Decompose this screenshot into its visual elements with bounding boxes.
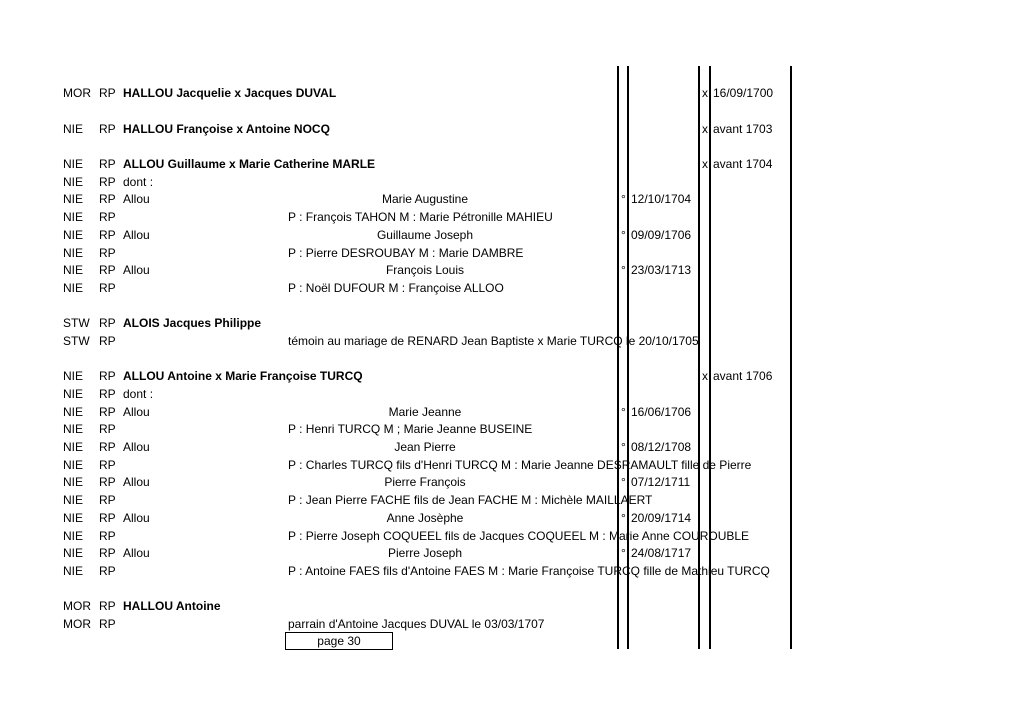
birth-date: 09/09/1706 [631, 228, 692, 242]
record-rp: RP [99, 316, 116, 330]
birth-date: 20/09/1714 [631, 511, 692, 525]
birth-mark: ° [621, 546, 626, 560]
record-detail: parrain d'Antoine Jacques DUVAL le 03/03/1707 [288, 617, 545, 631]
birth-date: 08/12/1708 [631, 440, 692, 454]
page-number: page 30 [317, 634, 361, 648]
record-rp: RP [99, 122, 116, 136]
record-row [0, 438, 1024, 456]
record-detail: Pierre François [384, 475, 466, 489]
birth-mark: ° [621, 405, 626, 419]
record-rp: RP [99, 175, 116, 189]
record-detail: P : Noël DUFOUR M : Françoise ALLOO [288, 281, 504, 295]
record-name: Allou [123, 546, 150, 560]
record-rp: RP [99, 86, 116, 100]
record-detail: Pierre Joseph [387, 546, 463, 560]
record-row [0, 385, 1024, 403]
record-rp: RP [99, 246, 116, 260]
birth-date: 07/12/1711 [631, 475, 691, 489]
marriage-date: avant 1704 [713, 157, 773, 171]
record-rp: RP [99, 422, 116, 436]
record-row [0, 244, 1024, 262]
record-rp: RP [99, 263, 116, 277]
record-code: NIE [63, 246, 84, 260]
record-code: NIE [63, 475, 84, 489]
record-rp: RP [99, 334, 116, 348]
record-code: NIE [63, 281, 84, 295]
record-rp: RP [99, 440, 116, 454]
record-code: NIE [63, 175, 84, 189]
birth-date: 16/06/1706 [631, 405, 692, 419]
record-row [0, 473, 1024, 491]
record-rp: RP [99, 281, 116, 295]
record-row [0, 367, 1024, 385]
record-row [0, 226, 1024, 244]
marriage-mark: x [702, 86, 708, 100]
record-rp: RP [99, 564, 116, 578]
record-rp: RP [99, 617, 116, 631]
record-rp: RP [99, 511, 116, 525]
birth-date: 12/10/1704 [631, 192, 692, 206]
record-name: Allou [123, 475, 150, 489]
record-code: NIE [63, 387, 84, 401]
record-detail: P : Henri TURCQ M ; Marie Jeanne BUSEINE [288, 422, 533, 436]
record-detail: P : Pierre DESROUBAY M : Marie DAMBRE [288, 246, 524, 260]
record-code: NIE [63, 157, 84, 171]
record-row [0, 332, 1024, 350]
record-row [0, 403, 1024, 421]
marriage-mark: x [702, 157, 708, 171]
marriage-date: 16/09/1700 [713, 86, 774, 100]
record-detail: P : Antoine FAES fils d'Antoine FAES M : Marie Françoise TURCQ fille de Mathieu TURCQ [288, 564, 770, 578]
record-row [0, 491, 1024, 509]
birth-date: 23/03/1713 [631, 263, 692, 277]
record-name: dont : [123, 175, 154, 189]
record-code: NIE [63, 458, 84, 472]
record-code: NIE [63, 210, 84, 224]
record-row [0, 120, 1024, 138]
record-row [0, 615, 1024, 633]
record-row [0, 597, 1024, 615]
record-rp: RP [99, 405, 116, 419]
record-code: NIE [63, 369, 84, 383]
record-code: MOR [63, 617, 91, 631]
record-heading: ALLOU Guillaume x Marie Catherine MARLE [123, 157, 376, 171]
record-row [0, 420, 1024, 438]
record-code: NIE [63, 192, 84, 206]
record-row [0, 509, 1024, 527]
record-code: NIE [63, 511, 84, 525]
birth-mark: ° [621, 228, 626, 242]
record-detail: Jean Pierre [394, 440, 456, 454]
record-code: STW [63, 316, 90, 330]
record-row [0, 314, 1024, 332]
record-rp: RP [99, 475, 116, 489]
record-code: NIE [63, 564, 84, 578]
record-detail: Marie Augustine [381, 192, 469, 206]
record-name: Allou [123, 440, 150, 454]
record-rp: RP [99, 546, 116, 560]
record-row [0, 261, 1024, 279]
record-detail: P : François TAHON M : Marie Pétronille MAHIEU [288, 210, 553, 224]
birth-mark: ° [621, 440, 626, 454]
record-rp: RP [99, 458, 116, 472]
record-row [0, 527, 1024, 545]
record-code: NIE [63, 422, 84, 436]
record-rp: RP [99, 493, 116, 507]
record-detail: témoin au mariage de RENARD Jean Baptiste x Marie TURCQ le 20/10/1705 [288, 334, 699, 348]
record-code: NIE [63, 122, 84, 136]
record-code: STW [63, 334, 90, 348]
marriage-mark: x [702, 369, 708, 383]
record-name: Allou [123, 511, 150, 525]
record-rp: RP [99, 529, 116, 543]
record-code: NIE [63, 405, 84, 419]
record-code: NIE [63, 529, 84, 543]
record-row [0, 173, 1024, 191]
record-row [0, 279, 1024, 297]
record-code: MOR [63, 86, 91, 100]
record-code: NIE [63, 440, 84, 454]
record-row [0, 456, 1024, 474]
marriage-date: avant 1703 [713, 122, 773, 136]
birth-mark: ° [621, 511, 626, 525]
record-code: NIE [63, 263, 84, 277]
record-heading: HALLOU Antoine [123, 599, 221, 613]
record-heading: HALLOU Jacquelie x Jacques DUVAL [123, 86, 337, 100]
birth-mark: ° [621, 263, 626, 277]
record-code: NIE [63, 228, 84, 242]
record-detail: P : Jean Pierre FACHE fils de Jean FACHE M : Michèle MAILLAERT [288, 493, 653, 507]
marriage-date: avant 1706 [713, 369, 773, 383]
record-row [0, 190, 1024, 208]
record-detail: Anne Josèphe [386, 511, 464, 525]
record-row [0, 84, 1024, 102]
record-name: Allou [123, 192, 150, 206]
record-heading: ALLOU Antoine x Marie Françoise TURCQ [123, 369, 363, 383]
record-row [0, 155, 1024, 173]
record-heading: HALLOU Françoise x Antoine NOCQ [123, 122, 330, 136]
record-detail: P : Pierre Joseph COQUEEL fils de Jacques COQUEEL M : Marie Anne COUROUBLE [288, 529, 750, 543]
record-rp: RP [99, 369, 116, 383]
record-code: NIE [63, 493, 84, 507]
record-rp: RP [99, 192, 116, 206]
birth-mark: ° [621, 192, 626, 206]
record-rp: RP [99, 157, 116, 171]
record-name: dont : [123, 387, 154, 401]
record-code: MOR [63, 599, 91, 613]
record-row [0, 544, 1024, 562]
record-name: Allou [123, 263, 150, 277]
record-rp: RP [99, 228, 116, 242]
record-detail: P : Charles TURCQ fils d'Henri TURCQ M : Marie Jeanne DESRAMAULT fille de Pierre [288, 458, 752, 472]
record-rp: RP [99, 599, 116, 613]
record-row [0, 562, 1024, 580]
record-name: Allou [123, 405, 150, 419]
birth-mark: ° [621, 475, 626, 489]
birth-date: 24/08/1717 [631, 546, 692, 560]
marriage-mark: x [702, 122, 708, 136]
record-rp: RP [99, 210, 116, 224]
record-code: NIE [63, 546, 84, 560]
record-heading: ALOIS Jacques Philippe [123, 316, 262, 330]
record-name: Allou [123, 228, 150, 242]
record-detail: François Louis [385, 263, 465, 277]
record-rp: RP [99, 387, 116, 401]
record-detail: Guillaume Joseph [376, 228, 474, 242]
page-number-box [285, 632, 393, 650]
record-detail: Marie Jeanne [388, 405, 462, 419]
record-row [0, 208, 1024, 226]
